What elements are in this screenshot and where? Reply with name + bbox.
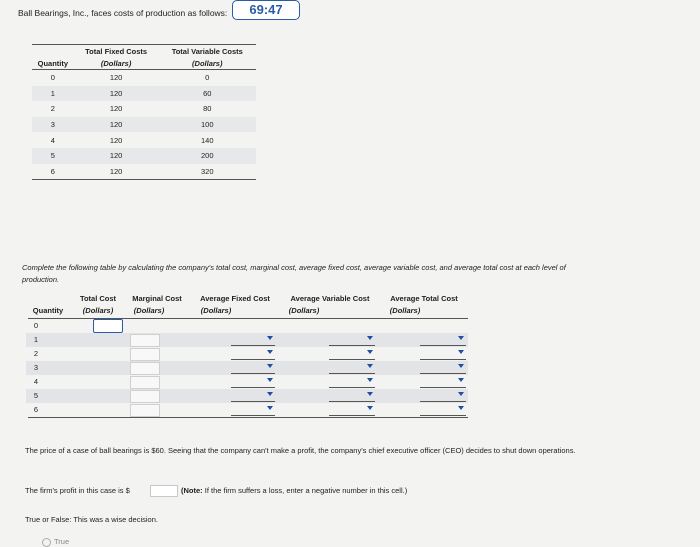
- header-average-variable-cost: Average Variable Cost: [290, 294, 370, 303]
- radio-icon[interactable]: [42, 538, 51, 547]
- chevron-down-icon: [458, 378, 464, 382]
- header-average-fixed-cost: Average Fixed Cost: [200, 294, 270, 303]
- true-false-prompt: True or False: This was a wise decision.: [25, 515, 158, 524]
- table-row: 1 120 60: [32, 86, 256, 102]
- marginal-cost-input-q3[interactable]: [130, 362, 160, 375]
- instructions-text: Complete the following table by calculating the company's total cost, marginal cost, average fixed cost, average variable cost, and average total cost at each level of production.: [22, 263, 566, 284]
- header-total-cost-unit: (Dollars): [82, 306, 114, 315]
- atc-dropdown-q5[interactable]: [420, 389, 466, 402]
- atc-dropdown-q6[interactable]: [420, 403, 466, 416]
- table-row: 0: [33, 321, 39, 330]
- header-variable-unit: (Dollars): [159, 57, 256, 70]
- currency-symbol: $: [125, 486, 130, 495]
- intro-text: Ball Bearings, Inc., faces costs of production as follows:: [18, 8, 228, 18]
- table-row: 2: [33, 349, 39, 358]
- header-atc-unit: (Dollars): [389, 306, 421, 315]
- afc-dropdown-q3[interactable]: [231, 361, 275, 374]
- afc-dropdown-q4[interactable]: [231, 375, 275, 388]
- chevron-down-icon: [458, 350, 464, 354]
- chevron-down-icon: [367, 364, 373, 368]
- price-text: The price of a case of ball bearings is $60. Seeing that the company can't make a profit, the company's chief executive officer (CEO) decides to shut down operations.: [25, 446, 576, 455]
- atc-dropdown-q1[interactable]: [420, 333, 466, 346]
- avc-dropdown-q3[interactable]: [329, 361, 375, 374]
- marginal-cost-input-q1[interactable]: [130, 334, 160, 347]
- header-marginal-cost-unit: (Dollars): [133, 306, 165, 315]
- atc-dropdown-q3[interactable]: [420, 361, 466, 374]
- afc-dropdown-q1[interactable]: [231, 333, 275, 346]
- header-quantity: Quantity: [32, 57, 74, 70]
- atc-dropdown-q2[interactable]: [420, 347, 466, 360]
- header-afc-unit: (Dollars): [200, 306, 232, 315]
- table2-bottom-rule: [28, 417, 468, 418]
- chevron-down-icon: [267, 392, 273, 396]
- table-row: 4 120 140: [50, 135, 214, 145]
- profit-input[interactable]: [150, 485, 178, 497]
- afc-dropdown-q5[interactable]: [231, 389, 275, 402]
- avc-dropdown-q6[interactable]: [329, 403, 375, 416]
- table-row: 6 120 320: [32, 164, 256, 180]
- table-row: 2 120 80: [50, 104, 212, 114]
- header-avc-unit: (Dollars): [288, 306, 320, 315]
- chevron-down-icon: [267, 406, 273, 410]
- table-row: 6: [33, 405, 39, 414]
- chevron-down-icon: [367, 350, 373, 354]
- chevron-down-icon: [367, 392, 373, 396]
- note-text: (Note: If the firm suffers a loss, enter a negative number in this cell.): [181, 486, 408, 495]
- chevron-down-icon: [458, 364, 464, 368]
- chevron-down-icon: [367, 406, 373, 410]
- avc-dropdown-q5[interactable]: [329, 389, 375, 402]
- marginal-cost-input-q6[interactable]: [130, 404, 160, 417]
- chevron-down-icon: [458, 406, 464, 410]
- header-total-cost: Total Cost: [79, 294, 117, 303]
- profit-prompt: The firm's profit in this case is $: [25, 486, 130, 495]
- table-row: 1: [26, 333, 468, 347]
- option-true[interactable]: True: [42, 537, 69, 547]
- marginal-cost-input-q5[interactable]: [130, 390, 160, 403]
- header-quantity-2: Quantity: [32, 306, 64, 315]
- chevron-down-icon: [458, 336, 464, 340]
- table-row: 5 120 200: [32, 148, 256, 164]
- chevron-down-icon: [267, 364, 273, 368]
- table-row: 4: [33, 377, 39, 386]
- cost-table: [32, 44, 256, 180]
- marginal-cost-input-q4[interactable]: [130, 376, 160, 389]
- avc-dropdown-q4[interactable]: [329, 375, 375, 388]
- timer-badge: 69:47: [232, 0, 300, 20]
- chevron-down-icon: [458, 392, 464, 396]
- total-cost-input-q0[interactable]: [93, 319, 123, 333]
- table-row: 3 120 100: [32, 117, 256, 133]
- table-row: 3: [26, 361, 468, 375]
- table-row: 5: [26, 389, 468, 403]
- avc-dropdown-q1[interactable]: [329, 333, 375, 346]
- header-fixed-unit: (Dollars): [74, 57, 159, 70]
- chevron-down-icon: [267, 350, 273, 354]
- atc-dropdown-q4[interactable]: [420, 375, 466, 388]
- header-variable: Total Variable Costs: [159, 45, 256, 58]
- chevron-down-icon: [367, 378, 373, 382]
- avc-dropdown-q2[interactable]: [329, 347, 375, 360]
- header-average-total-cost: Average Total Cost: [390, 294, 458, 303]
- chevron-down-icon: [367, 336, 373, 340]
- chevron-down-icon: [267, 378, 273, 382]
- chevron-down-icon: [267, 336, 273, 340]
- afc-dropdown-q2[interactable]: [231, 347, 275, 360]
- header-marginal-cost: Marginal Cost: [132, 294, 182, 303]
- afc-dropdown-q6[interactable]: [231, 403, 275, 416]
- header-fixed: Total Fixed Costs: [74, 45, 159, 58]
- marginal-cost-input-q2[interactable]: [130, 348, 160, 361]
- table-row: 0 120 0: [50, 73, 210, 83]
